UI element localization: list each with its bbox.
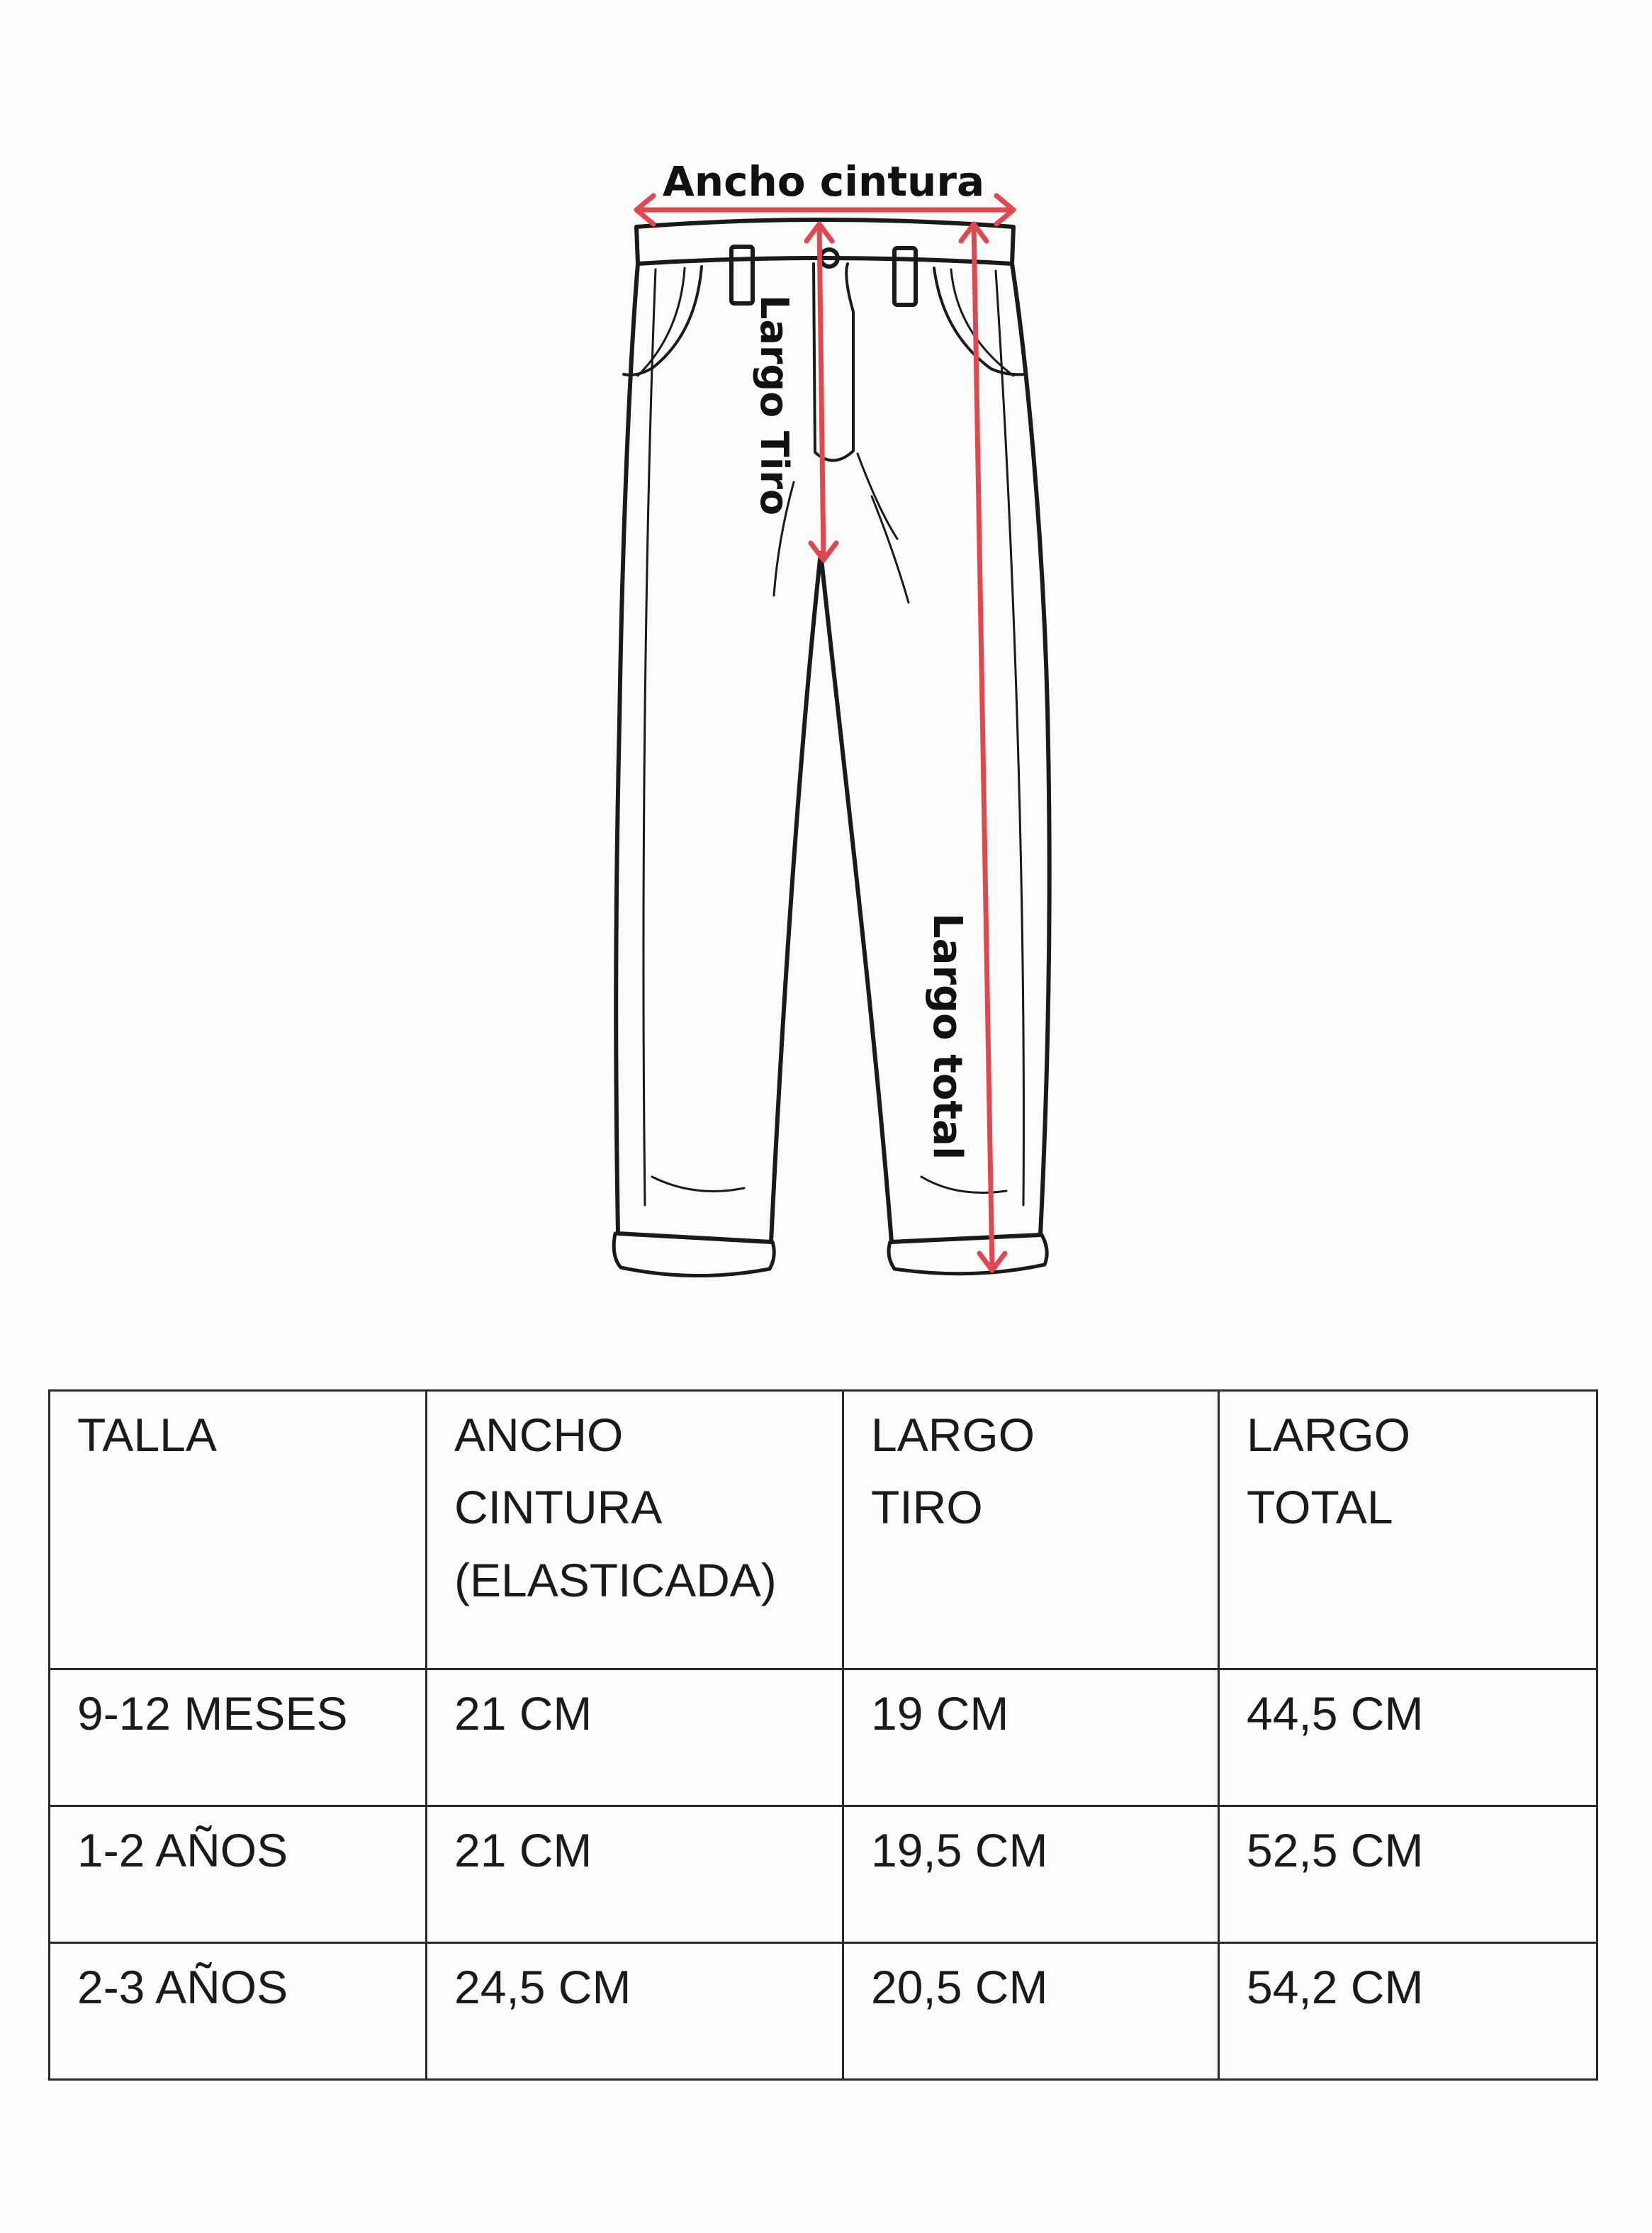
belt-loop-right <box>894 248 916 305</box>
table-header-row <box>50 1391 1597 1669</box>
cell-size: 1-2 AÑOS <box>50 1806 427 1943</box>
header-size: TALLA <box>50 1391 427 1669</box>
table-row <box>50 1806 1597 1943</box>
header-rise-length: LARGO TIRO <box>843 1391 1219 1669</box>
waist-width-label: Ancho cintura <box>662 157 985 206</box>
cell-waist-width: 21 CM <box>427 1669 843 1806</box>
table-row <box>50 1943 1597 2080</box>
size-table-body <box>50 1391 1597 2080</box>
belt-loop-left <box>731 247 753 303</box>
cell-waist-width: 21 CM <box>427 1806 843 1943</box>
pocket-right <box>934 268 1025 374</box>
cell-total-length: 54,2 CM <box>1219 1943 1597 2080</box>
size-table <box>48 1389 1598 2081</box>
cell-size: 2-3 AÑOS <box>50 1943 427 2080</box>
cell-waist-width: 24,5 CM <box>427 1943 843 2080</box>
cell-rise-length: 19 CM <box>843 1669 1219 1806</box>
rise-length-label: Largo Tiro <box>752 295 797 516</box>
cell-rise-length: 19,5 CM <box>843 1806 1219 1943</box>
table-row <box>50 1669 1597 1806</box>
cell-rise-length: 20,5 CM <box>843 1943 1219 2080</box>
waistband <box>636 220 1013 264</box>
header-waist-width: ANCHO CINTURA (ELASTICADA) <box>427 1391 843 1669</box>
total-length-label: Largo total <box>924 913 970 1160</box>
cell-size: 9-12 MESES <box>50 1669 427 1806</box>
rise-length-arrow <box>819 224 824 560</box>
cell-total-length: 52,5 CM <box>1219 1806 1597 1943</box>
header-total-length: LARGO TOTAL <box>1219 1391 1597 1669</box>
cell-total-length: 44,5 CM <box>1219 1669 1597 1806</box>
total-length-arrow <box>974 224 992 1270</box>
